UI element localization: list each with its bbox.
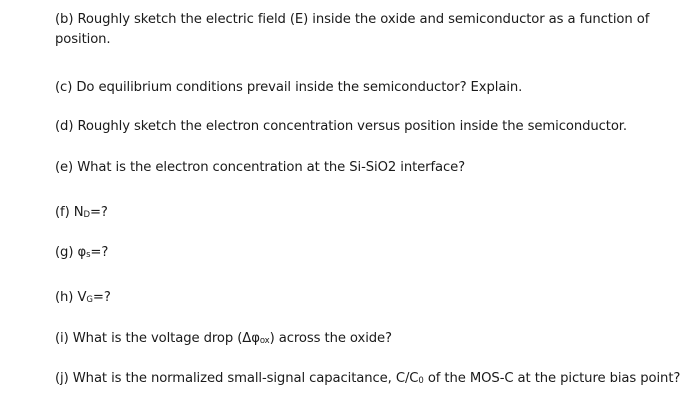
question-i xyxy=(55,329,392,351)
question-h-subscript: G xyxy=(86,295,93,305)
question-c: (c) Do equilibrium conditions prevail inside the semiconductor? Explain. xyxy=(55,80,523,95)
question-f xyxy=(55,203,108,225)
question-g-prefix: (g) φ xyxy=(55,245,87,260)
question-d: (d) Roughly sketch the electron concentration versus position inside the semiconductor. xyxy=(55,119,627,134)
question-i-prefix: (i) What is the voltage drop (Δφ xyxy=(55,331,260,346)
question-j-subscript: 0 xyxy=(418,376,424,386)
question-g xyxy=(55,243,108,265)
question-j xyxy=(55,369,680,391)
question-h-prefix: (h) V xyxy=(55,290,87,305)
question-g-subscript: s xyxy=(86,250,91,260)
question-i-suffix: ) across the oxide? xyxy=(269,331,392,346)
question-g-suffix: =? xyxy=(90,245,109,260)
question-j-suffix: of the MOS-C at the picture bias point? xyxy=(423,371,681,386)
question-i-subscript: ox xyxy=(259,336,270,346)
question-j-prefix: (j) What is the normalized small-signal capacitance, C/C xyxy=(55,371,419,386)
question-f-subscript: D xyxy=(83,210,90,220)
question-f-prefix: (f) N xyxy=(55,205,84,220)
question-h xyxy=(55,288,111,310)
question-e: (e) What is the electron concentration at the Si-SiO2 interface? xyxy=(55,160,466,175)
question-f-suffix: =? xyxy=(89,205,108,220)
question-h-suffix: =? xyxy=(92,290,111,305)
question-b: (b) Roughly sketch the electric field (E) inside the oxide and semiconductor as a function of position. xyxy=(55,12,650,47)
